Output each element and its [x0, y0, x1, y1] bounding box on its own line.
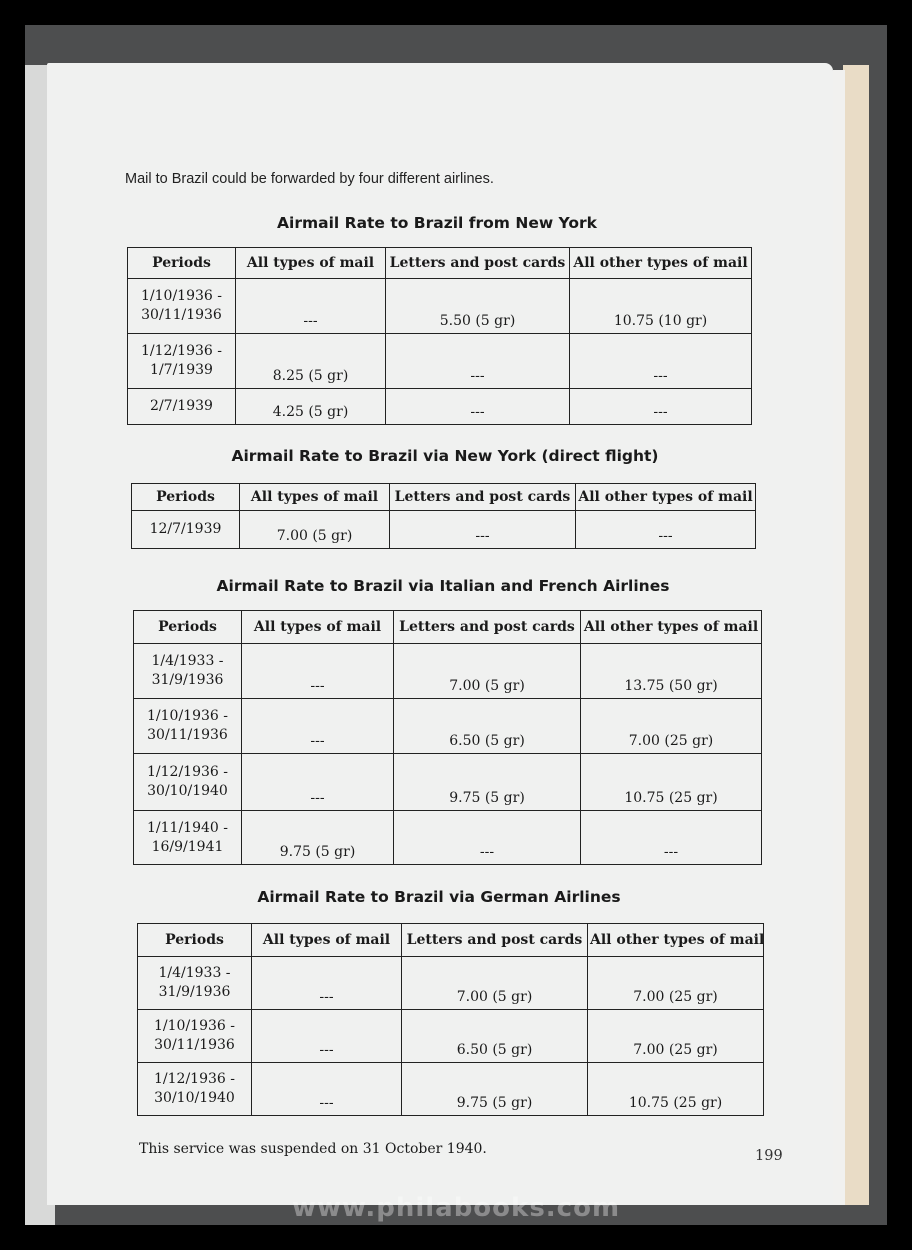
table-row	[134, 811, 762, 865]
book-page-stack-inner	[833, 70, 845, 1205]
header-all-types: All types of mail	[236, 248, 386, 279]
period-end: 30/11/1936	[154, 1037, 235, 1053]
period-end: 30/11/1936	[141, 307, 222, 323]
all-types-cell: 8.25 (5 gr)	[236, 334, 386, 389]
letters-cell: 5.50 (5 gr)	[386, 279, 570, 334]
period-cell	[128, 279, 236, 334]
watermark-text: www.philabooks.com	[291, 1193, 621, 1223]
photo-background	[25, 25, 887, 1225]
letters-cell: ---	[390, 511, 576, 549]
table-title: Airmail Rate to Brazil via New York (direct flight)	[231, 447, 659, 465]
all-types-cell: 7.00 (5 gr)	[240, 511, 390, 549]
footnote: This service was suspended on 31 October 1940.	[139, 1141, 487, 1157]
header-letters: Letters and post cards	[386, 248, 570, 279]
period-start: 1/11/1940 -	[147, 819, 228, 836]
letters-cell: ---	[394, 811, 581, 865]
other-types-cell: 7.00 (25 gr)	[588, 1010, 764, 1063]
period-start: 1/10/1936 -	[141, 288, 222, 304]
period-cell	[128, 334, 236, 389]
letters-cell: ---	[386, 334, 570, 389]
period-cell	[138, 957, 252, 1010]
letters-cell: 7.00 (5 gr)	[394, 644, 581, 699]
letters-cell: ---	[386, 389, 570, 425]
all-types-cell: ---	[242, 754, 394, 811]
table-title: Airmail Rate to Brazil from New York	[277, 214, 597, 232]
table-title: Airmail Rate to Brazil via Italian and French Airlines	[216, 577, 670, 595]
all-types-cell: ---	[252, 1010, 402, 1063]
all-types-cell: 4.25 (5 gr)	[236, 389, 386, 425]
period-start: 12/7/1939	[149, 521, 222, 537]
letters-cell: 9.75 (5 gr)	[394, 754, 581, 811]
table-row	[134, 754, 762, 811]
table-row	[138, 957, 764, 1010]
period-end: 31/9/1936	[151, 672, 224, 688]
header-letters: Letters and post cards	[390, 484, 576, 511]
all-types-cell: ---	[236, 279, 386, 334]
all-types-cell: ---	[242, 644, 394, 699]
period-start: 1/12/1936 -	[154, 1071, 235, 1087]
other-types-cell: ---	[576, 511, 756, 549]
all-types-cell: ---	[252, 957, 402, 1010]
all-types-cell: ---	[252, 1063, 402, 1116]
table-header-row	[134, 611, 762, 644]
period-cell	[134, 754, 242, 811]
period-start: 1/4/1933 -	[158, 965, 231, 981]
other-types-cell: 7.00 (25 gr)	[588, 957, 764, 1010]
table-row	[128, 279, 752, 334]
letters-cell: 7.00 (5 gr)	[402, 957, 588, 1010]
period-start: 1/12/1936 -	[147, 764, 228, 780]
all-types-cell: ---	[242, 699, 394, 754]
other-types-cell: 7.00 (25 gr)	[581, 699, 762, 754]
rate-table-direct-flight	[131, 483, 756, 549]
period-end: 1/7/1939	[150, 362, 213, 378]
period-cell	[138, 1010, 252, 1063]
period-end: 30/10/1940	[154, 1090, 235, 1106]
header-all-types: All types of mail	[240, 484, 390, 511]
other-types-cell: 10.75 (25 gr)	[581, 754, 762, 811]
period-end: 16/9/1941	[151, 838, 224, 855]
period-cell	[134, 811, 242, 865]
header-periods: Periods	[132, 484, 240, 511]
other-types-cell: ---	[570, 334, 752, 389]
intro-text: Mail to Brazil could be forwarded by four different airlines.	[125, 171, 494, 187]
period-end: 30/10/1940	[147, 783, 228, 799]
other-types-cell: 10.75 (25 gr)	[588, 1063, 764, 1116]
table-header-row	[138, 924, 764, 957]
header-other-types: All other types of mail	[576, 484, 756, 511]
period-cell	[132, 511, 240, 549]
period-end: 30/11/1936	[147, 727, 228, 743]
rate-table-italian-french	[133, 610, 762, 865]
other-types-cell: ---	[581, 811, 762, 865]
other-types-cell: 13.75 (50 gr)	[581, 644, 762, 699]
table-row	[132, 511, 756, 549]
table-row	[138, 1063, 764, 1116]
table-row	[128, 334, 752, 389]
period-cell	[134, 644, 242, 699]
page-content	[47, 63, 833, 1205]
header-all-types: All types of mail	[252, 924, 402, 957]
header-periods: Periods	[138, 924, 252, 957]
header-periods: Periods	[134, 611, 242, 644]
other-types-cell: 10.75 (10 gr)	[570, 279, 752, 334]
table-row	[134, 699, 762, 754]
other-types-cell: ---	[570, 389, 752, 425]
rate-table-new-york	[127, 247, 752, 425]
period-cell	[134, 699, 242, 754]
letters-cell: 6.50 (5 gr)	[394, 699, 581, 754]
header-letters: Letters and post cards	[394, 611, 581, 644]
table-header-row	[132, 484, 756, 511]
period-cell	[138, 1063, 252, 1116]
period-start: 2/7/1939	[150, 398, 213, 414]
all-types-cell: 9.75 (5 gr)	[242, 811, 394, 865]
page-number: 199	[755, 1148, 783, 1164]
table-row	[128, 389, 752, 425]
period-start: 1/4/1933 -	[151, 653, 224, 669]
table-header-row	[128, 248, 752, 279]
period-start: 1/10/1936 -	[154, 1018, 235, 1034]
book-page	[47, 63, 833, 1205]
header-other-types: All other types of mail	[581, 611, 762, 644]
table-title: Airmail Rate to Brazil via German Airlines	[257, 888, 621, 906]
table-row	[134, 644, 762, 699]
rate-table-german	[137, 923, 764, 1116]
book-page-stack	[843, 65, 869, 1205]
header-letters: Letters and post cards	[402, 924, 588, 957]
header-other-types: All other types of mail	[570, 248, 752, 279]
letters-cell: 6.50 (5 gr)	[402, 1010, 588, 1063]
period-cell	[128, 389, 236, 425]
header-all-types: All types of mail	[242, 611, 394, 644]
period-end: 31/9/1936	[158, 984, 231, 1000]
period-start: 1/10/1936 -	[147, 708, 228, 724]
header-periods: Periods	[128, 248, 236, 279]
period-start: 1/12/1936 -	[141, 343, 222, 359]
letters-cell: 9.75 (5 gr)	[402, 1063, 588, 1116]
header-other-types: All other types of mail	[588, 924, 764, 957]
table-row	[138, 1010, 764, 1063]
